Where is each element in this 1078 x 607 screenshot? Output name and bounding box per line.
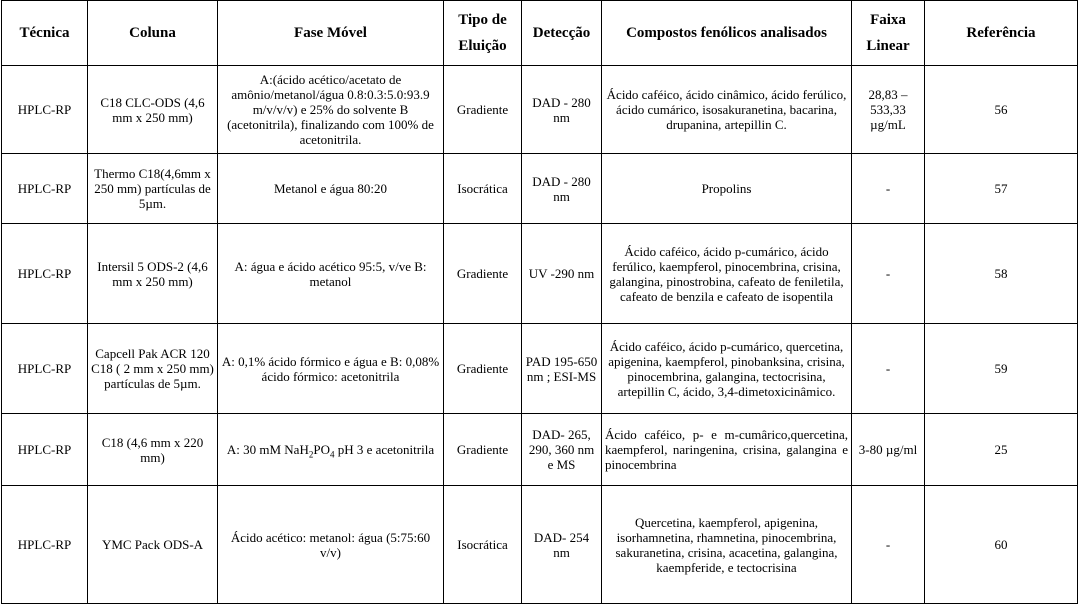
cell-tipo: Isocrática — [444, 154, 522, 224]
cell-deteccao: UV -290 nm — [522, 224, 602, 324]
cell-compostos: Ácido caféico, ácido cinâmico, ácido ferúlico, ácido cumárico, isosakuranetina, bacarina, drupanina, artepillin C. — [602, 66, 852, 154]
cell-tipo: Gradiente — [444, 324, 522, 414]
cell-tecnica: HPLC-RP — [2, 324, 88, 414]
cell-coluna: Intersil 5 ODS-2 (4,6 mm x 250 mm) — [88, 224, 218, 324]
cell-faixa: 28,83 – 533,33 µg/mL — [852, 66, 925, 154]
cell-coluna: Thermo C18(4,6mm x 250 mm) partículas de 5µm. — [88, 154, 218, 224]
cell-tipo: Gradiente — [444, 66, 522, 154]
cell-fase-movel: Metanol e água 80:20 — [218, 154, 444, 224]
header-row — [2, 1, 1078, 66]
cell-fase-movel: Ácido acético: metanol: água (5:75:60 v/v) — [218, 486, 444, 604]
cell-fase-movel: A:(ácido acético/acetato de amônio/metanol/água 0.8:0.3:5.0:93.9 m/v/v/v) e 25% do solvente B (acetonitrila), finalizando com 100% de acetonitrila. — [218, 66, 444, 154]
table-row — [2, 154, 1078, 224]
cell-deteccao: DAD- 265, 290, 360 nm e MS — [522, 414, 602, 486]
cell-tecnica: HPLC-RP — [2, 486, 88, 604]
cell-compostos: Ácido caféico, p- e m-cumârico,quercetina, kaempferol, naringenina, crisina, galangina e pinocembrina — [602, 414, 852, 486]
cell-fase-movel: A: água e ácido acético 95:5, v/ve B: metanol — [218, 224, 444, 324]
fase-text-post: pH 3 e acetonitrila — [334, 442, 435, 457]
cell-faixa: 3-80 µg/ml — [852, 414, 925, 486]
table-row — [2, 224, 1078, 324]
fase-text-mid: PO — [313, 442, 330, 457]
cell-referencia: 58 — [925, 224, 1078, 324]
cell-deteccao: DAD - 280 nm — [522, 66, 602, 154]
header-referencia: Referência — [925, 1, 1078, 66]
fase-text-pre: A: 30 mM NaH — [226, 442, 309, 457]
cell-tecnica: HPLC-RP — [2, 224, 88, 324]
header-tecnica: Técnica — [2, 1, 88, 66]
cell-coluna: C18 CLC-ODS (4,6 mm x 250 mm) — [88, 66, 218, 154]
cell-compostos: Propolins — [602, 154, 852, 224]
cell-tipo: Gradiente — [444, 224, 522, 324]
cell-referencia: 25 — [925, 414, 1078, 486]
cell-coluna: Capcell Pak ACR 120 C18 ( 2 mm x 250 mm) partículas de 5µm. — [88, 324, 218, 414]
cell-referencia: 57 — [925, 154, 1078, 224]
header-tipo-eluicao: Tipo de Eluição — [444, 1, 522, 66]
header-deteccao: Detecção — [522, 1, 602, 66]
cell-deteccao: PAD 195-650 nm ; ESI-MS — [522, 324, 602, 414]
cell-coluna: C18 (4,6 mm x 220 mm) — [88, 414, 218, 486]
cell-tecnica: HPLC-RP — [2, 66, 88, 154]
table-row — [2, 414, 1078, 486]
cell-coluna: YMC Pack ODS-A — [88, 486, 218, 604]
header-fase-movel: Fase Móvel — [218, 1, 444, 66]
cell-faixa: - — [852, 224, 925, 324]
header-faixa-linear: Faixa Linear — [852, 1, 925, 66]
cell-tecnica: HPLC-RP — [2, 154, 88, 224]
table-row — [2, 324, 1078, 414]
header-coluna: Coluna — [88, 1, 218, 66]
cell-tipo: Isocrática — [444, 486, 522, 604]
cell-fase-movel — [218, 414, 444, 486]
cell-tecnica: HPLC-RP — [2, 414, 88, 486]
cell-compostos: Ácido caféico, ácido p-cumárico, ácido ferúlico, kaempferol, pinocembrina, crisina, galangina, pinostrobina, cafeato de feniletila, cafeato de benzila e cafeato de isopentila — [602, 224, 852, 324]
cell-fase-movel: A: 0,1% ácido fórmico e água e B: 0,08% ácido fórmico: acetonitrila — [218, 324, 444, 414]
cell-faixa: - — [852, 154, 925, 224]
cell-deteccao: DAD- 254 nm — [522, 486, 602, 604]
cell-compostos: Quercetina, kaempferol, apigenina, isorhamnetina, rhamnetina, pinocembrina, sakuranetina, crisina, acacetina, galangina, kaempferide, e tectocrisina — [602, 486, 852, 604]
cell-tipo: Gradiente — [444, 414, 522, 486]
cell-referencia: 56 — [925, 66, 1078, 154]
cell-faixa: - — [852, 324, 925, 414]
hplc-methods-table — [1, 0, 1078, 604]
cell-compostos: Ácido caféico, ácido p-cumárico, quercetina, apigenina, kaempferol, pinobanksina, crisina, pinocembrina, galangina, tectocrisina, artepillin C, ácido, 3,4-dimetoxicinâmico. — [602, 324, 852, 414]
cell-deteccao: DAD - 280 nm — [522, 154, 602, 224]
table-row — [2, 66, 1078, 154]
cell-referencia: 60 — [925, 486, 1078, 604]
cell-faixa: - — [852, 486, 925, 604]
subscript-2: 2 — [308, 449, 314, 460]
table-row — [2, 486, 1078, 604]
subscript-4: 4 — [329, 449, 335, 460]
header-compostos: Compostos fenólicos analisados — [602, 1, 852, 66]
cell-referencia: 59 — [925, 324, 1078, 414]
